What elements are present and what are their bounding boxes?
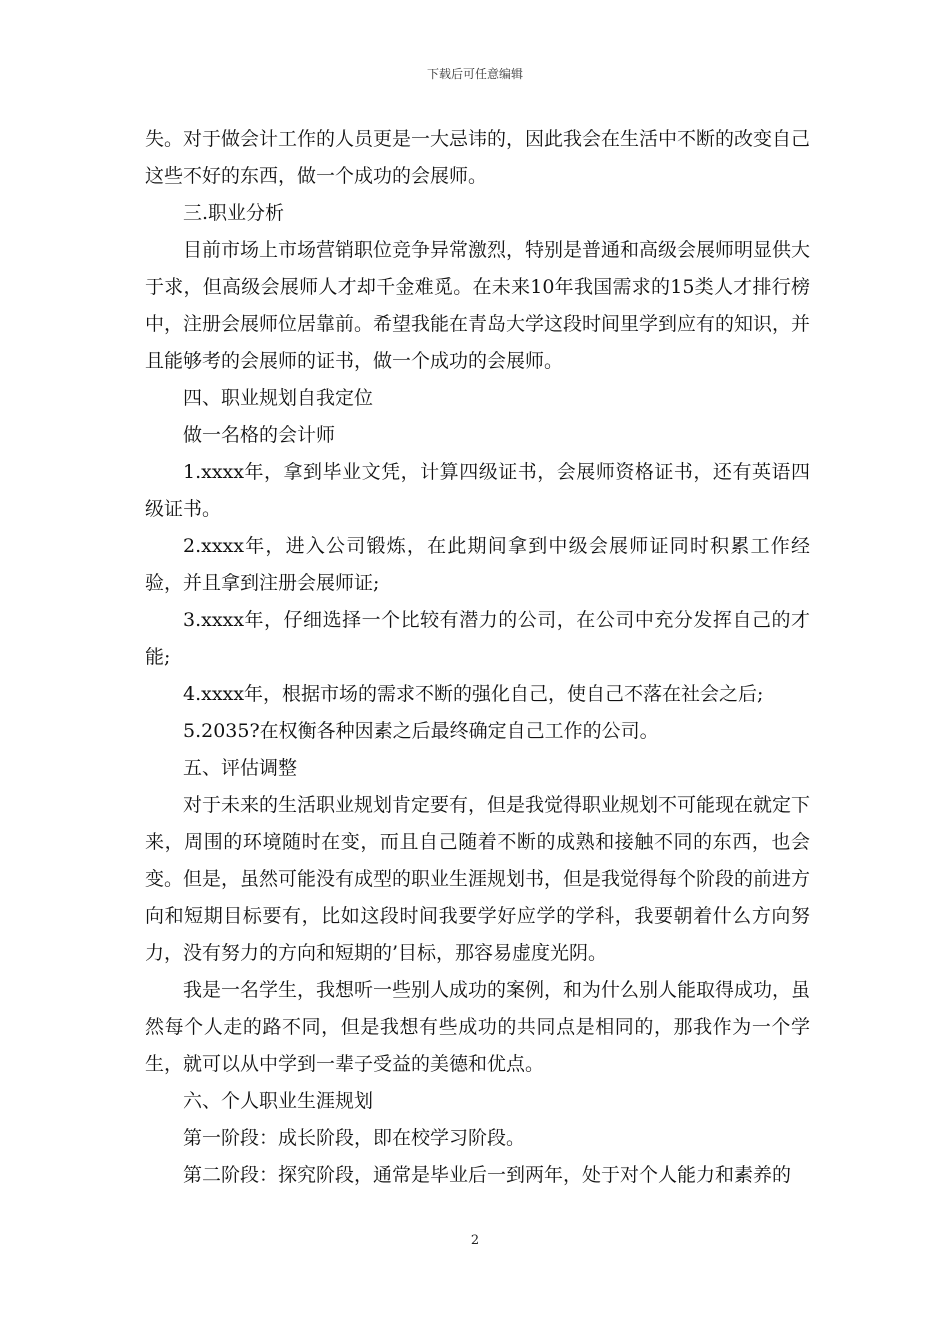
page-number: 2 — [470, 1233, 480, 1248]
document-body — [145, 121, 810, 1194]
paragraph: 第一阶段：成长阶段，即在校学习阶段。 — [183, 1127, 526, 1149]
paragraph: 我是一名学生，我想听一些别人成功的案例，和为什么别人能取得成功，虽然每个人走的路不同，但是我想有些成功的共同点是相同的，那我作为一个学生，就可以从中学到一辈子受益的美德和优点。 — [145, 979, 811, 1075]
list-item: 4.xxxx年，根据市场的需求不断的强化自己，使自己不落在社会之后; — [183, 683, 764, 705]
section-heading: 三.职业分析 — [183, 202, 285, 224]
list-item: 2.xxxx年，进入公司锻炼，在此期间拿到中级会展师证同时积累工作经验，并且拿到注册会展师证; — [145, 535, 810, 594]
page-header: 下载后可任意编辑 — [426, 67, 523, 81]
paragraph: 做一名格的会计师 — [183, 424, 336, 446]
section-heading: 五、评估调整 — [183, 757, 298, 779]
section-heading: 六、个人职业生涯规划 — [183, 1090, 374, 1112]
paragraph: 第二阶段：探究阶段，通常是毕业后一到两年，处于对个人能力和素养的 — [183, 1164, 792, 1186]
list-item: 3.xxxx年，仔细选择一个比较有潜力的公司，在公司中充分发挥自己的才能; — [145, 609, 810, 668]
paragraph: 目前市场上市场营销职位竞争异常激烈，特别是普通和高级会展师明显供大于求，但高级会展师人才却千金难觅。在未来10年我国需求的15类人才排行榜中，注册会展师位居靠前。希望我能在青岛大学这段时间里学到应有的知识，并且能够考的会展师的证书，做一个成功的会展师。 — [145, 239, 811, 372]
list-item: 1.xxxx年，拿到毕业文凭，计算四级证书，会展师资格证书，还有英语四级证书。 — [145, 461, 810, 520]
list-item: 5.2035?在权衡各种因素之后最终确定自己工作的公司。 — [183, 720, 659, 742]
paragraph: 对于未来的生活职业规划肯定要有，但是我觉得职业规划不可能现在就定下来，周围的环境随时在变，而且自己随着不断的成熟和接触不同的东西，也会变。但是，虽然可能没有成型的职业生涯规划书，但是我觉得每个阶段的前进方向和短期目标要有，比如这段时间我要学好应学的学科，我要朝着什么方向努力，没有努力的方向和短期的’目标，那容易虚度光阴。 — [145, 794, 811, 964]
paragraph: 失。对于做会计工作的人员更是一大忌讳的，因此我会在生活中不断的改变自己这些不好的东西，做一个成功的会展师。 — [145, 128, 811, 187]
section-heading: 四、职业规划自我定位 — [183, 387, 374, 409]
